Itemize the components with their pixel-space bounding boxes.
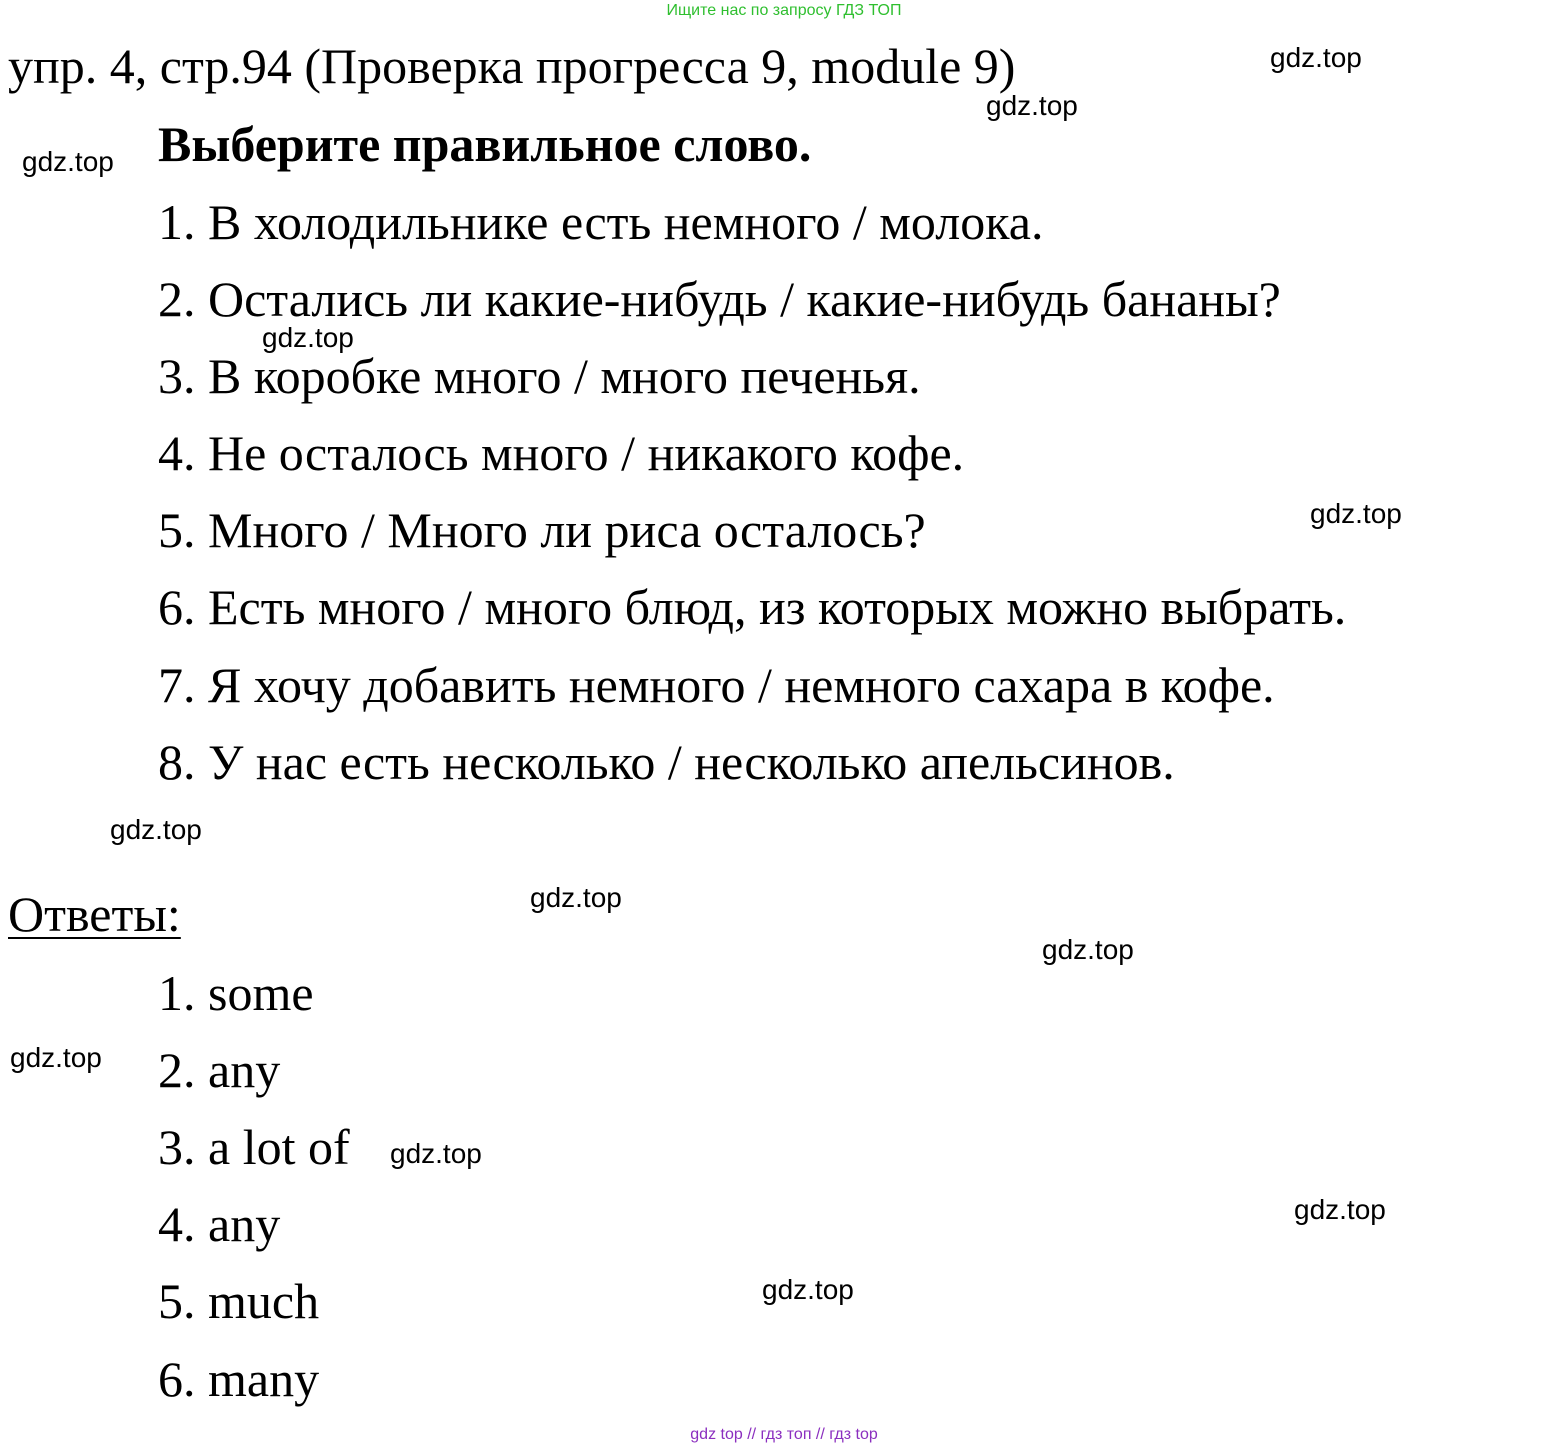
page-title: упр. 4, стр.94 (Проверка прогресса 9, module 9)	[8, 38, 1016, 94]
question-item-3: 3. В коробке много / много печенья.	[158, 348, 921, 404]
watermark: gdz.top	[530, 882, 622, 913]
question-item-7: 7. Я хочу добавить немного / немного сахара в кофе.	[158, 657, 1275, 713]
answer-item-3: 3. a lot of	[158, 1119, 350, 1175]
watermark: gdz.top	[390, 1138, 482, 1169]
answer-item-2: 2. any	[158, 1042, 281, 1098]
answer-item-4: 4. any	[158, 1196, 281, 1252]
watermark: gdz.top	[262, 322, 354, 353]
watermark: gdz.top	[110, 814, 202, 845]
watermark: gdz.top	[10, 1042, 102, 1073]
question-item-5: 5. Много / Много ли риса осталось?	[158, 502, 926, 558]
question-item-2: 2. Остались ли какие-нибудь / какие-нибудь бананы?	[158, 271, 1281, 327]
instruction-heading: Выберите правильное слово.	[158, 116, 812, 172]
watermark: gdz.top	[986, 90, 1078, 121]
watermark: gdz.top	[1042, 934, 1134, 965]
watermark: gdz.top	[1294, 1194, 1386, 1225]
answers-heading: Ответы:	[8, 886, 181, 942]
answer-item-5: 5. much	[158, 1273, 320, 1329]
top-banner: Ищите нас по запросу ГДЗ ТОП	[666, 2, 902, 19]
watermark: gdz.top	[1310, 498, 1402, 529]
answer-item-1: 1. some	[158, 965, 314, 1021]
answer-item-6: 6. many	[158, 1351, 320, 1407]
watermark: gdz.top	[762, 1274, 854, 1305]
question-item-6: 6. Есть много / много блюд, из которых можно выбрать.	[158, 579, 1347, 635]
watermark: gdz.top	[1270, 42, 1362, 73]
question-item-8: 8. У нас есть несколько / несколько апельсинов.	[158, 734, 1175, 790]
bottom-banner: gdz top // гдз топ // гдз top	[690, 1426, 878, 1443]
watermark: gdz.top	[22, 146, 114, 177]
question-item-4: 4. Не осталось много / никакого кофе.	[158, 425, 965, 481]
question-item-1: 1. В холодильнике есть немного / молока.	[158, 194, 1044, 250]
